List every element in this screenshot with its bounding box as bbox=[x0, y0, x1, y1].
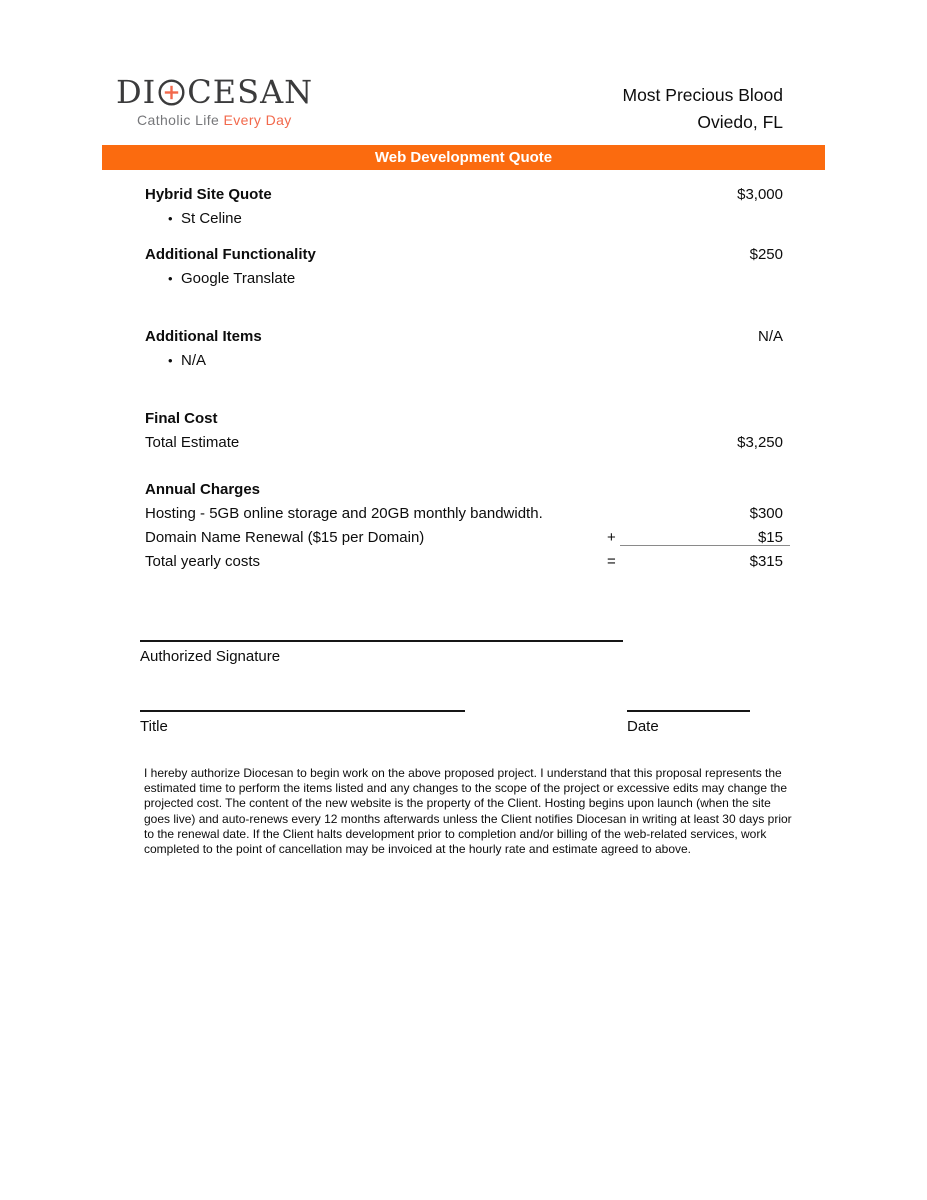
total-yearly-label: Total yearly costs bbox=[145, 553, 261, 570]
wordmark-di: DI bbox=[116, 73, 157, 111]
hybrid-bullet-item bbox=[145, 209, 783, 228]
logo-tagline bbox=[137, 112, 313, 128]
tagline-orange-text: Every Day bbox=[223, 112, 292, 128]
annual-charges-heading: Annual Charges bbox=[145, 481, 261, 498]
client-header bbox=[623, 82, 784, 136]
hosting-row bbox=[145, 504, 783, 523]
hybrid-bullet-text: St Celine bbox=[181, 210, 242, 227]
hosting-amount: $300 bbox=[749, 505, 783, 522]
quote-body bbox=[140, 170, 792, 857]
title-signature-line bbox=[140, 710, 465, 736]
authorized-signature-label: Authorized Signature bbox=[140, 648, 281, 665]
additional-functionality-amount: $250 bbox=[749, 246, 783, 263]
legal-terms-paragraph: I hereby authorize Diocesan to begin work on the above proposed project. I understand that this proposal represents the estimated time to perform the items listed and any changes to the scope of the project or excessive edits may change the projected cost. The content of the new website is the property of the Client. Hosting begins upon launch (when the site goes live) and auto-renews every 12 months afterwards unless the Client notifies Diocesan in writing at least 30 days prior to the renewal date. If the Client halts development prior to completion and/or billing of the web-related services, work completed to the point of cancellation may be invoiced at the hourly rate and estimate agreed to above. bbox=[144, 766, 792, 857]
diocesan-wordmark bbox=[116, 73, 314, 111]
diocesan-logo bbox=[116, 73, 314, 128]
functionality-bullet-item bbox=[145, 269, 783, 288]
equals-operator: = bbox=[607, 553, 616, 570]
total-estimate-row bbox=[145, 433, 783, 452]
additional-functionality-row bbox=[145, 245, 783, 264]
hybrid-site-quote-row bbox=[145, 185, 783, 204]
additional-items-label: Additional Items bbox=[145, 328, 262, 345]
date-signature-line bbox=[627, 710, 750, 736]
quote-title-banner bbox=[102, 145, 825, 170]
additional-items-amount: N/A bbox=[757, 328, 783, 345]
total-estimate-amount: $3,250 bbox=[737, 434, 783, 451]
hosting-operator bbox=[607, 504, 629, 523]
additional-items-row bbox=[145, 327, 783, 346]
bullet-icon: • bbox=[168, 353, 173, 368]
total-estimate-label: Total Estimate bbox=[145, 434, 240, 451]
total-yearly-amount: $315 bbox=[749, 553, 783, 570]
sum-divider-line bbox=[620, 545, 790, 546]
additional-functionality-label: Additional Functionality bbox=[145, 246, 316, 263]
client-org-location: Oviedo, FL bbox=[697, 112, 783, 132]
items-bullet-item bbox=[145, 351, 783, 370]
title-date-signature-row bbox=[140, 710, 750, 736]
plus-operator: + bbox=[607, 529, 616, 546]
hybrid-site-quote-label: Hybrid Site Quote bbox=[145, 186, 272, 203]
hosting-label: Hosting - 5GB online storage and 20GB monthly bandwidth. bbox=[145, 505, 543, 522]
functionality-bullet-text: Google Translate bbox=[181, 270, 296, 287]
authorized-signature-line bbox=[140, 640, 623, 666]
date-label: Date bbox=[627, 718, 659, 735]
items-bullet-text: N/A bbox=[181, 352, 207, 369]
domain-renewal-amount: $15 bbox=[757, 529, 783, 546]
domain-renewal-label: Domain Name Renewal ($15 per Domain) bbox=[145, 529, 425, 546]
total-yearly-row bbox=[145, 552, 783, 571]
tagline-gray-text: Catholic Life bbox=[137, 112, 224, 128]
circle-cross-icon bbox=[158, 79, 185, 106]
wordmark-cesan: CESAN bbox=[187, 73, 314, 111]
title-label: Title bbox=[140, 718, 168, 735]
bullet-icon: • bbox=[168, 271, 173, 286]
client-org-name: Most Precious Blood bbox=[622, 85, 783, 105]
final-cost-heading: Final Cost bbox=[145, 410, 218, 427]
hybrid-site-quote-amount: $3,000 bbox=[737, 186, 783, 203]
quote-title: Web Development Quote bbox=[374, 149, 553, 166]
bullet-icon: • bbox=[168, 211, 173, 226]
